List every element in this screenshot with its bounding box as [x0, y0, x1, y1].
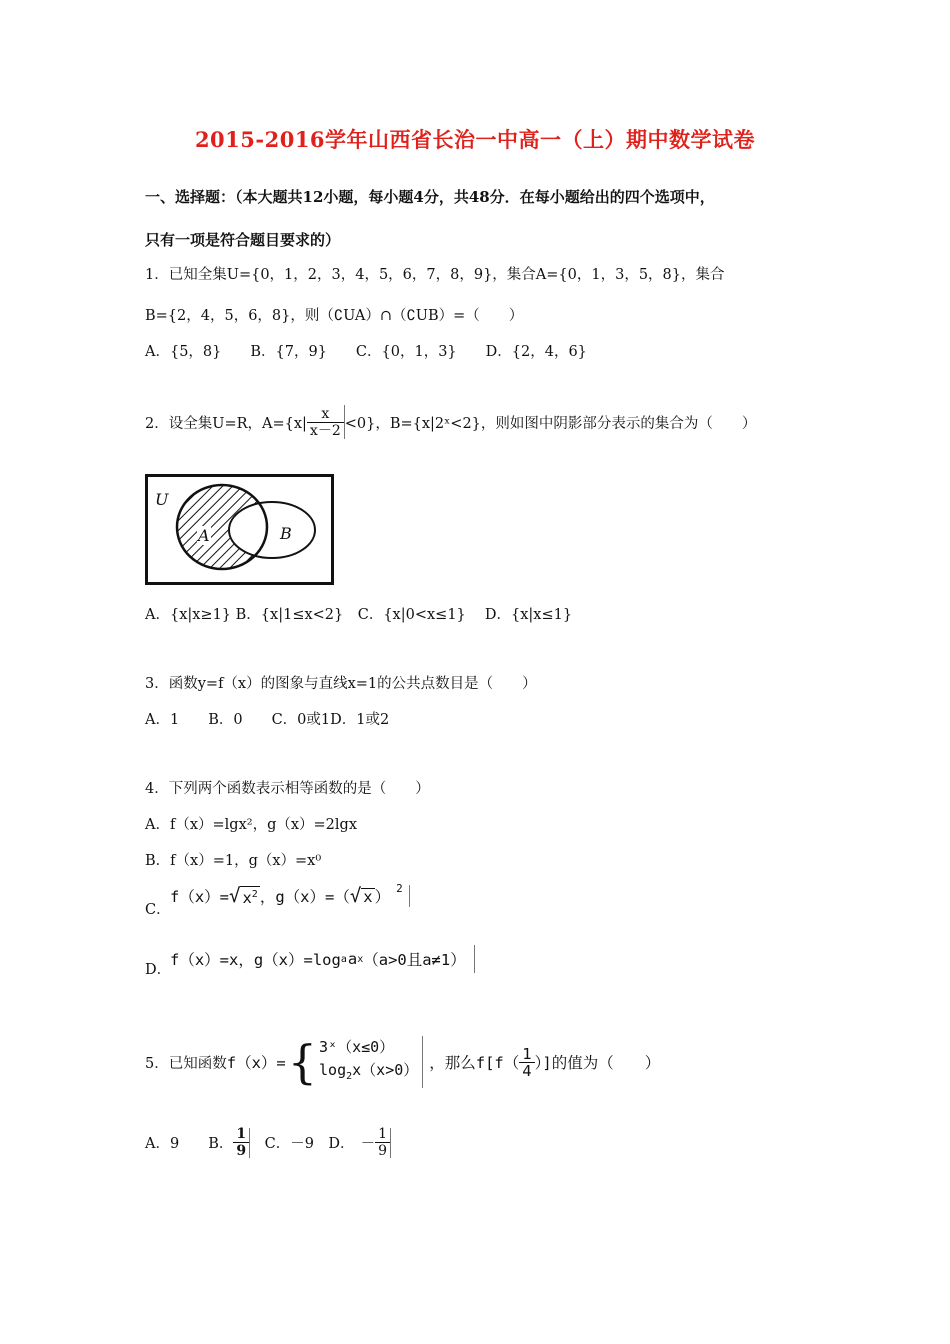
venn-label-u: U	[155, 490, 169, 509]
q5-end: ）]的值为（ ）	[534, 1054, 661, 1072]
q4-d-cond: （a>0且a≠1）	[363, 951, 466, 969]
q5-cases	[319, 1036, 418, 1088]
q5-stem	[145, 1036, 660, 1088]
q4-d-base: a	[340, 953, 347, 965]
q5-options-ab: A．9 B．	[145, 1136, 234, 1152]
q4-option-a: A．f（x）=lgx²，g（x）=2lgx	[145, 817, 358, 833]
q5-prefix: 5．已知函数	[145, 1055, 227, 1072]
q4-d-main: f（x）=x，g（x）=log	[170, 951, 341, 969]
q4-d-arg: a	[347, 950, 358, 968]
q4-option-d-label: D．	[145, 962, 172, 978]
q2-stem-prefix: 2．设全集U=R，A={x|	[145, 415, 307, 432]
q4-d-bar	[474, 945, 475, 973]
q5-mid: ，那么f[f（	[429, 1054, 520, 1072]
q1-options: A．{5，8} B．{7，9} C．{0，1，3} D．{2，4，6}	[145, 344, 587, 360]
q4-c-end: ）	[374, 888, 391, 906]
q5-frac-den: 4	[519, 1062, 534, 1079]
q4-stem: 4．下列两个函数表示相等函数的是（ ）	[145, 781, 430, 797]
q2-stem	[145, 405, 756, 439]
q4-c-radicand-2: x	[363, 887, 373, 906]
q5-option-b-num: 1	[236, 1126, 247, 1142]
q3-options: A．1 B．0 C．0或1D．1或2	[145, 712, 390, 728]
q5-f-label: f（x）=	[226, 1054, 286, 1072]
q5-option-b-frac	[233, 1126, 249, 1159]
q5-option-d-frac	[375, 1126, 390, 1159]
q5-option-b-den: 9	[233, 1142, 249, 1159]
q5-frac-num: 1	[522, 1044, 532, 1063]
q4-c-radicand: $x^2$	[240, 886, 259, 906]
q5-options-cd: C．－9 D．	[250, 1136, 355, 1152]
q5-options	[145, 1126, 391, 1159]
q5-case2-rest: x（x>0）	[352, 1061, 419, 1079]
q5-brace: {	[287, 1035, 318, 1089]
q2-frac-num: x	[321, 405, 330, 422]
q5-case1: 3ˣ（x≤0）	[319, 1038, 395, 1056]
q2-fraction	[307, 406, 344, 439]
q5-option-d-num: 1	[378, 1126, 387, 1142]
q4-option-c-label: C．	[145, 902, 171, 918]
q2-options: A．{x|x≥1} B．{x|1≤x<2} C．{x|0<x≤1} D．{x|x≤1}	[145, 607, 573, 623]
q4-c-radical-sign: √	[229, 885, 241, 907]
q4-c-bar	[409, 885, 410, 907]
q4-c-g: ，g（x）=（	[259, 888, 350, 906]
q1-stem-line2: B={2，4，5，6，8}，则（∁UA）∩（∁UB）=（ ）	[145, 308, 524, 324]
section-heading-line1: 一、选择题：（本大题共12小题，每小题4分，共48分．在每小题给出的四个选项中，	[145, 188, 715, 206]
page-title: 2015-2016学年山西省长治一中高一（上）期中数学试卷	[194, 127, 756, 152]
q5-bar	[422, 1036, 423, 1088]
venn-label-a: A	[198, 526, 210, 545]
q5-case2-log: log	[319, 1061, 347, 1079]
q4-option-c-math	[170, 881, 410, 908]
q4-c-radical-sign-2: √	[349, 885, 362, 907]
q5-option-d-den: 9	[375, 1142, 390, 1159]
q5-option-d-bar	[390, 1128, 391, 1158]
q4-option-d-math	[170, 945, 475, 973]
venn-set-b-outline	[229, 502, 315, 558]
q2-frac-den: x－2	[307, 422, 344, 439]
venn-label-b: B	[280, 524, 292, 543]
q4-c-exponent: 2	[396, 881, 403, 895]
venn-diagram	[145, 474, 335, 590]
section-heading-line2: 只有一项是符合题目要求的）	[145, 231, 341, 249]
q5-fraction	[519, 1046, 534, 1079]
q3-stem: 3．函数y=f（x）的图象与直线x=1的公共点数目是（ ）	[145, 676, 537, 692]
q5-case2	[319, 1059, 418, 1088]
q5-case2-base: 2	[346, 1071, 353, 1082]
q4-c-radicand-text: x	[242, 889, 252, 908]
q4-option-b: B．f（x）=1，g（x）=x⁰	[145, 853, 322, 869]
q5-option-d-sign: －	[360, 1136, 376, 1152]
q2-stem-suffix: <0}，B={x|2ˣ<2}，则如图中阴影部分表示的集合为（ ）	[344, 415, 757, 432]
q4-c-f: f（x）=	[170, 888, 229, 906]
q4-d-exp: x	[357, 953, 364, 965]
q1-stem-line1: 1．已知全集U={0，1，2，3，4，5，6，7，8，9}，集合A={0，1，3，5，8}，集合	[145, 267, 725, 283]
